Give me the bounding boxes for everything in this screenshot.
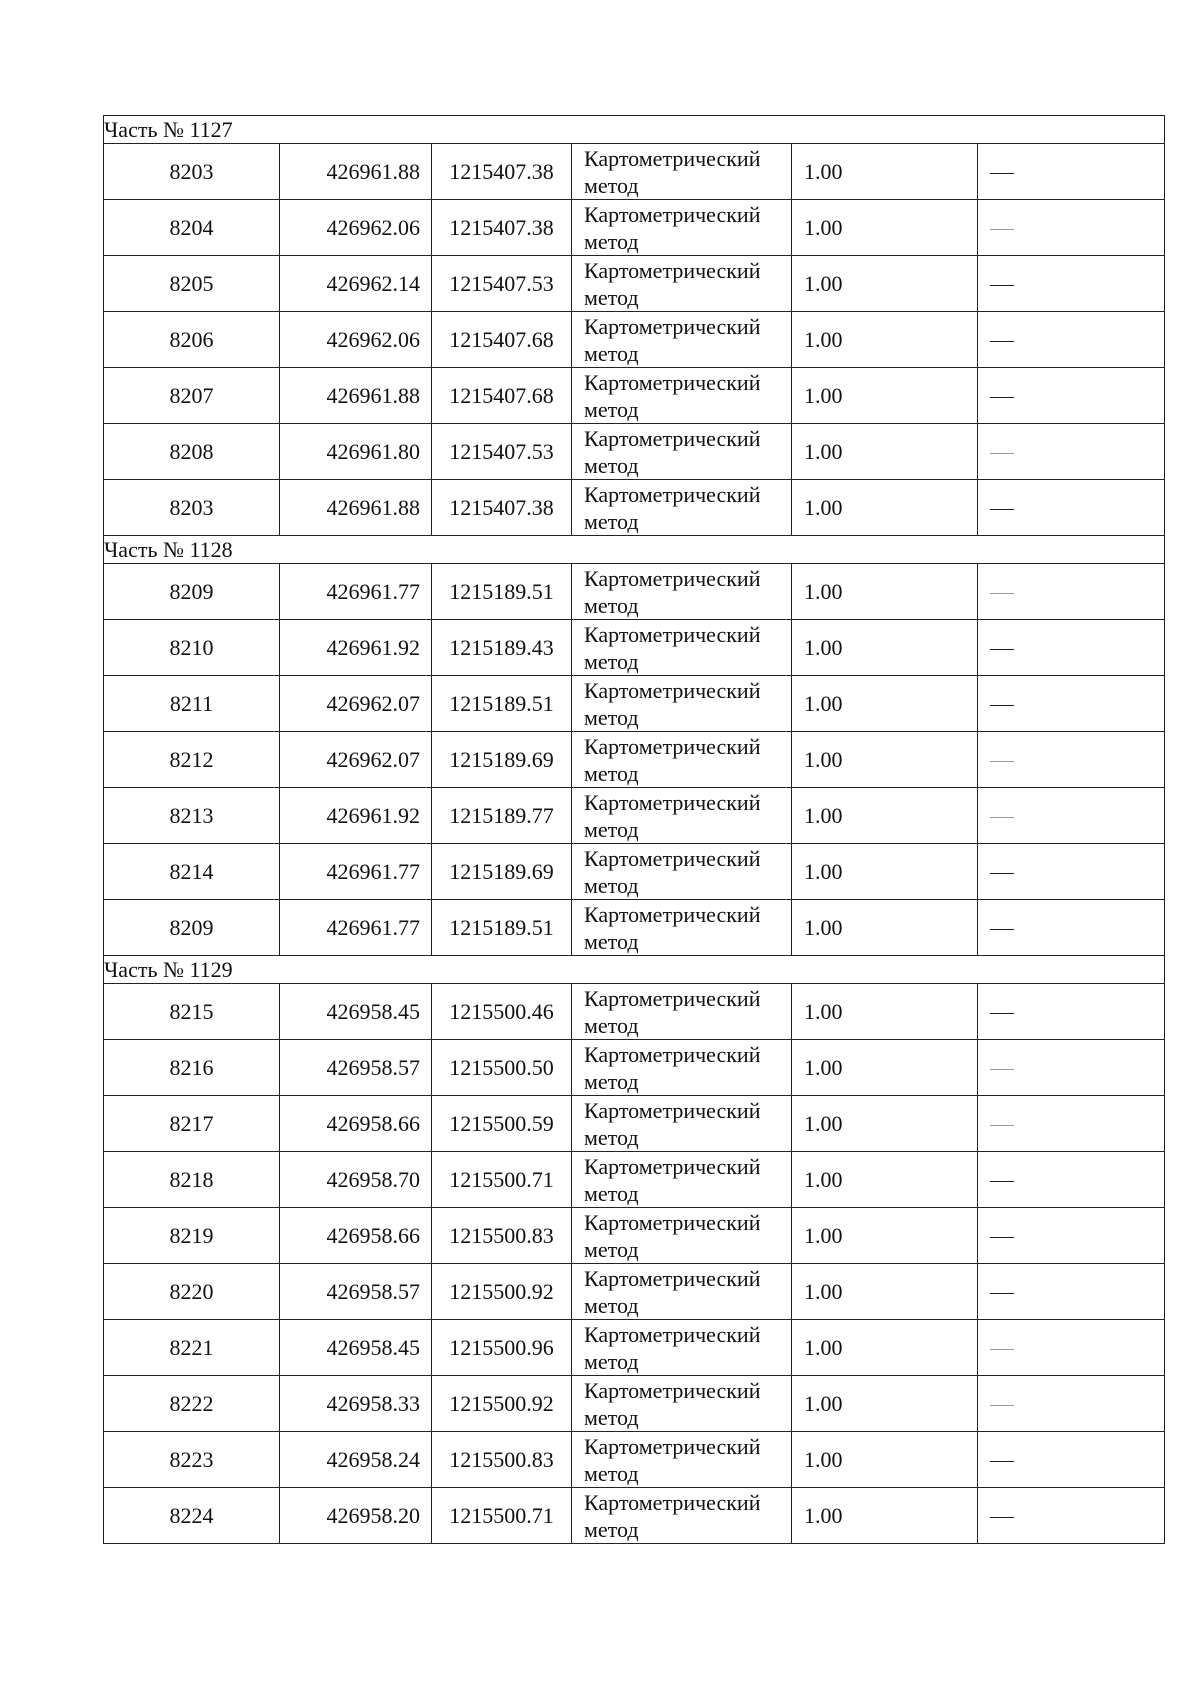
dash-mark [990, 173, 1014, 174]
method-cell: Картометрический метод [572, 312, 792, 368]
method-cell: Картометрический метод [572, 620, 792, 676]
point-number-cell: 8207 [104, 368, 280, 424]
accuracy-cell: 1.00 [792, 312, 978, 368]
dash-mark [990, 929, 1014, 930]
method-cell: Картометрический метод [572, 732, 792, 788]
y-coordinate-cell: 1215189.69 [432, 732, 572, 788]
x-coordinate-cell: 426958.66 [280, 1208, 432, 1264]
y-coordinate-cell: 1215407.38 [432, 200, 572, 256]
part-header-row [104, 116, 1165, 144]
x-coordinate-cell: 426958.57 [280, 1264, 432, 1320]
coordinates-table [103, 115, 1165, 1544]
point-number-cell: 8218 [104, 1152, 280, 1208]
table-row [104, 1152, 1165, 1208]
method-cell: Картометрический метод [572, 1488, 792, 1544]
y-coordinate-cell: 1215407.38 [432, 480, 572, 536]
description-cell [978, 200, 1165, 256]
x-coordinate-cell: 426962.14 [280, 256, 432, 312]
accuracy-cell: 1.00 [792, 900, 978, 956]
y-coordinate-cell: 1215189.51 [432, 900, 572, 956]
accuracy-cell: 1.00 [792, 480, 978, 536]
method-cell: Картометрический метод [572, 480, 792, 536]
accuracy-cell: 1.00 [792, 1488, 978, 1544]
table-row [104, 732, 1165, 788]
x-coordinate-cell: 426961.77 [280, 900, 432, 956]
method-cell: Картометрический метод [572, 256, 792, 312]
table-row [104, 1096, 1165, 1152]
point-number-cell: 8211 [104, 676, 280, 732]
y-coordinate-cell: 1215500.96 [432, 1320, 572, 1376]
method-cell: Картометрический метод [572, 676, 792, 732]
method-cell: Картометрический метод [572, 1432, 792, 1488]
point-number-cell: 8222 [104, 1376, 280, 1432]
method-cell: Картометрический метод [572, 900, 792, 956]
dash-mark [990, 1405, 1014, 1406]
dash-mark [990, 761, 1014, 762]
table-row [104, 312, 1165, 368]
table-row [104, 676, 1165, 732]
description-cell [978, 844, 1165, 900]
accuracy-cell: 1.00 [792, 424, 978, 480]
accuracy-cell: 1.00 [792, 1320, 978, 1376]
x-coordinate-cell: 426961.88 [280, 480, 432, 536]
description-cell [978, 1488, 1165, 1544]
point-number-cell: 8208 [104, 424, 280, 480]
dash-mark [990, 397, 1014, 398]
dash-mark [990, 1181, 1014, 1182]
x-coordinate-cell: 426962.06 [280, 200, 432, 256]
dash-mark [990, 285, 1014, 286]
accuracy-cell: 1.00 [792, 620, 978, 676]
part-title: Часть № 1127 [104, 116, 1165, 144]
method-cell: Картометрический метод [572, 424, 792, 480]
point-number-cell: 8221 [104, 1320, 280, 1376]
dash-mark [990, 1461, 1014, 1462]
x-coordinate-cell: 426961.92 [280, 788, 432, 844]
dash-mark [990, 1125, 1014, 1126]
table-row [104, 1040, 1165, 1096]
accuracy-cell: 1.00 [792, 1152, 978, 1208]
y-coordinate-cell: 1215407.53 [432, 256, 572, 312]
table-row [104, 480, 1165, 536]
x-coordinate-cell: 426961.77 [280, 844, 432, 900]
table-row [104, 984, 1165, 1040]
description-cell [978, 256, 1165, 312]
dash-mark [990, 341, 1014, 342]
table-row [104, 1320, 1165, 1376]
point-number-cell: 8203 [104, 480, 280, 536]
x-coordinate-cell: 426961.88 [280, 144, 432, 200]
description-cell [978, 1432, 1165, 1488]
point-number-cell: 8215 [104, 984, 280, 1040]
point-number-cell: 8209 [104, 564, 280, 620]
y-coordinate-cell: 1215407.38 [432, 144, 572, 200]
table-row [104, 256, 1165, 312]
table-row [104, 1264, 1165, 1320]
dash-mark [990, 873, 1014, 874]
description-cell [978, 564, 1165, 620]
point-number-cell: 8209 [104, 900, 280, 956]
accuracy-cell: 1.00 [792, 676, 978, 732]
y-coordinate-cell: 1215500.83 [432, 1208, 572, 1264]
method-cell: Картометрический метод [572, 200, 792, 256]
point-number-cell: 8212 [104, 732, 280, 788]
table-row [104, 424, 1165, 480]
y-coordinate-cell: 1215407.68 [432, 312, 572, 368]
x-coordinate-cell: 426962.07 [280, 676, 432, 732]
y-coordinate-cell: 1215189.51 [432, 564, 572, 620]
x-coordinate-cell: 426958.70 [280, 1152, 432, 1208]
y-coordinate-cell: 1215500.92 [432, 1376, 572, 1432]
method-cell: Картометрический метод [572, 984, 792, 1040]
x-coordinate-cell: 426962.07 [280, 732, 432, 788]
description-cell [978, 1208, 1165, 1264]
y-coordinate-cell: 1215500.46 [432, 984, 572, 1040]
description-cell [978, 368, 1165, 424]
description-cell [978, 312, 1165, 368]
point-number-cell: 8213 [104, 788, 280, 844]
part-title: Часть № 1128 [104, 536, 1165, 564]
y-coordinate-cell: 1215189.69 [432, 844, 572, 900]
point-number-cell: 8214 [104, 844, 280, 900]
description-cell [978, 620, 1165, 676]
x-coordinate-cell: 426958.20 [280, 1488, 432, 1544]
accuracy-cell: 1.00 [792, 732, 978, 788]
accuracy-cell: 1.00 [792, 368, 978, 424]
accuracy-cell: 1.00 [792, 1040, 978, 1096]
y-coordinate-cell: 1215500.92 [432, 1264, 572, 1320]
x-coordinate-cell: 426958.33 [280, 1376, 432, 1432]
accuracy-cell: 1.00 [792, 256, 978, 312]
point-number-cell: 8205 [104, 256, 280, 312]
description-cell [978, 788, 1165, 844]
dash-mark [990, 1069, 1014, 1070]
y-coordinate-cell: 1215189.43 [432, 620, 572, 676]
description-cell [978, 1264, 1165, 1320]
x-coordinate-cell: 426958.66 [280, 1096, 432, 1152]
accuracy-cell: 1.00 [792, 844, 978, 900]
method-cell: Картометрический метод [572, 788, 792, 844]
y-coordinate-cell: 1215407.53 [432, 424, 572, 480]
y-coordinate-cell: 1215189.51 [432, 676, 572, 732]
table-row [104, 368, 1165, 424]
description-cell [978, 1096, 1165, 1152]
point-number-cell: 8220 [104, 1264, 280, 1320]
accuracy-cell: 1.00 [792, 1432, 978, 1488]
y-coordinate-cell: 1215500.83 [432, 1432, 572, 1488]
part-header-row [104, 956, 1165, 984]
part-header-row [104, 536, 1165, 564]
dash-mark [990, 453, 1014, 454]
x-coordinate-cell: 426958.24 [280, 1432, 432, 1488]
table-row [104, 620, 1165, 676]
table-body [104, 116, 1165, 1544]
description-cell [978, 424, 1165, 480]
x-coordinate-cell: 426958.45 [280, 984, 432, 1040]
description-cell [978, 676, 1165, 732]
description-cell [978, 1152, 1165, 1208]
table-row [104, 1376, 1165, 1432]
point-number-cell: 8223 [104, 1432, 280, 1488]
description-cell [978, 480, 1165, 536]
accuracy-cell: 1.00 [792, 144, 978, 200]
description-cell [978, 732, 1165, 788]
part-title: Часть № 1129 [104, 956, 1165, 984]
dash-mark [990, 1013, 1014, 1014]
x-coordinate-cell: 426961.77 [280, 564, 432, 620]
table-row [104, 200, 1165, 256]
description-cell [978, 1376, 1165, 1432]
table-row [104, 1488, 1165, 1544]
dash-mark [990, 1293, 1014, 1294]
dash-mark [990, 705, 1014, 706]
method-cell: Картометрический метод [572, 1264, 792, 1320]
dash-mark [990, 1517, 1014, 1518]
table-row [104, 144, 1165, 200]
point-number-cell: 8204 [104, 200, 280, 256]
dash-mark [990, 1237, 1014, 1238]
description-cell [978, 144, 1165, 200]
method-cell: Картометрический метод [572, 144, 792, 200]
y-coordinate-cell: 1215500.50 [432, 1040, 572, 1096]
dash-mark [990, 649, 1014, 650]
dash-mark [990, 1349, 1014, 1350]
x-coordinate-cell: 426961.88 [280, 368, 432, 424]
x-coordinate-cell: 426958.45 [280, 1320, 432, 1376]
method-cell: Картометрический метод [572, 1040, 792, 1096]
y-coordinate-cell: 1215189.77 [432, 788, 572, 844]
accuracy-cell: 1.00 [792, 788, 978, 844]
accuracy-cell: 1.00 [792, 1208, 978, 1264]
point-number-cell: 8206 [104, 312, 280, 368]
method-cell: Картометрический метод [572, 1376, 792, 1432]
x-coordinate-cell: 426958.57 [280, 1040, 432, 1096]
method-cell: Картометрический метод [572, 1096, 792, 1152]
accuracy-cell: 1.00 [792, 1264, 978, 1320]
point-number-cell: 8219 [104, 1208, 280, 1264]
point-number-cell: 8216 [104, 1040, 280, 1096]
y-coordinate-cell: 1215407.68 [432, 368, 572, 424]
x-coordinate-cell: 426962.06 [280, 312, 432, 368]
method-cell: Картометрический метод [572, 1208, 792, 1264]
description-cell [978, 1040, 1165, 1096]
y-coordinate-cell: 1215500.71 [432, 1488, 572, 1544]
dash-mark [990, 593, 1014, 594]
description-cell [978, 1320, 1165, 1376]
description-cell [978, 984, 1165, 1040]
accuracy-cell: 1.00 [792, 200, 978, 256]
method-cell: Картометрический метод [572, 564, 792, 620]
accuracy-cell: 1.00 [792, 1376, 978, 1432]
accuracy-cell: 1.00 [792, 984, 978, 1040]
y-coordinate-cell: 1215500.71 [432, 1152, 572, 1208]
point-number-cell: 8203 [104, 144, 280, 200]
method-cell: Картометрический метод [572, 1320, 792, 1376]
accuracy-cell: 1.00 [792, 564, 978, 620]
table-row [104, 788, 1165, 844]
dash-mark [990, 509, 1014, 510]
point-number-cell: 8210 [104, 620, 280, 676]
y-coordinate-cell: 1215500.59 [432, 1096, 572, 1152]
x-coordinate-cell: 426961.92 [280, 620, 432, 676]
table-row [104, 564, 1165, 620]
point-number-cell: 8224 [104, 1488, 280, 1544]
table-row [104, 844, 1165, 900]
accuracy-cell: 1.00 [792, 1096, 978, 1152]
table-row [104, 1432, 1165, 1488]
method-cell: Картометрический метод [572, 368, 792, 424]
dash-mark [990, 229, 1014, 230]
x-coordinate-cell: 426961.80 [280, 424, 432, 480]
description-cell [978, 900, 1165, 956]
point-number-cell: 8217 [104, 1096, 280, 1152]
dash-mark [990, 817, 1014, 818]
method-cell: Картометрический метод [572, 844, 792, 900]
table-row [104, 900, 1165, 956]
method-cell: Картометрический метод [572, 1152, 792, 1208]
table-row [104, 1208, 1165, 1264]
